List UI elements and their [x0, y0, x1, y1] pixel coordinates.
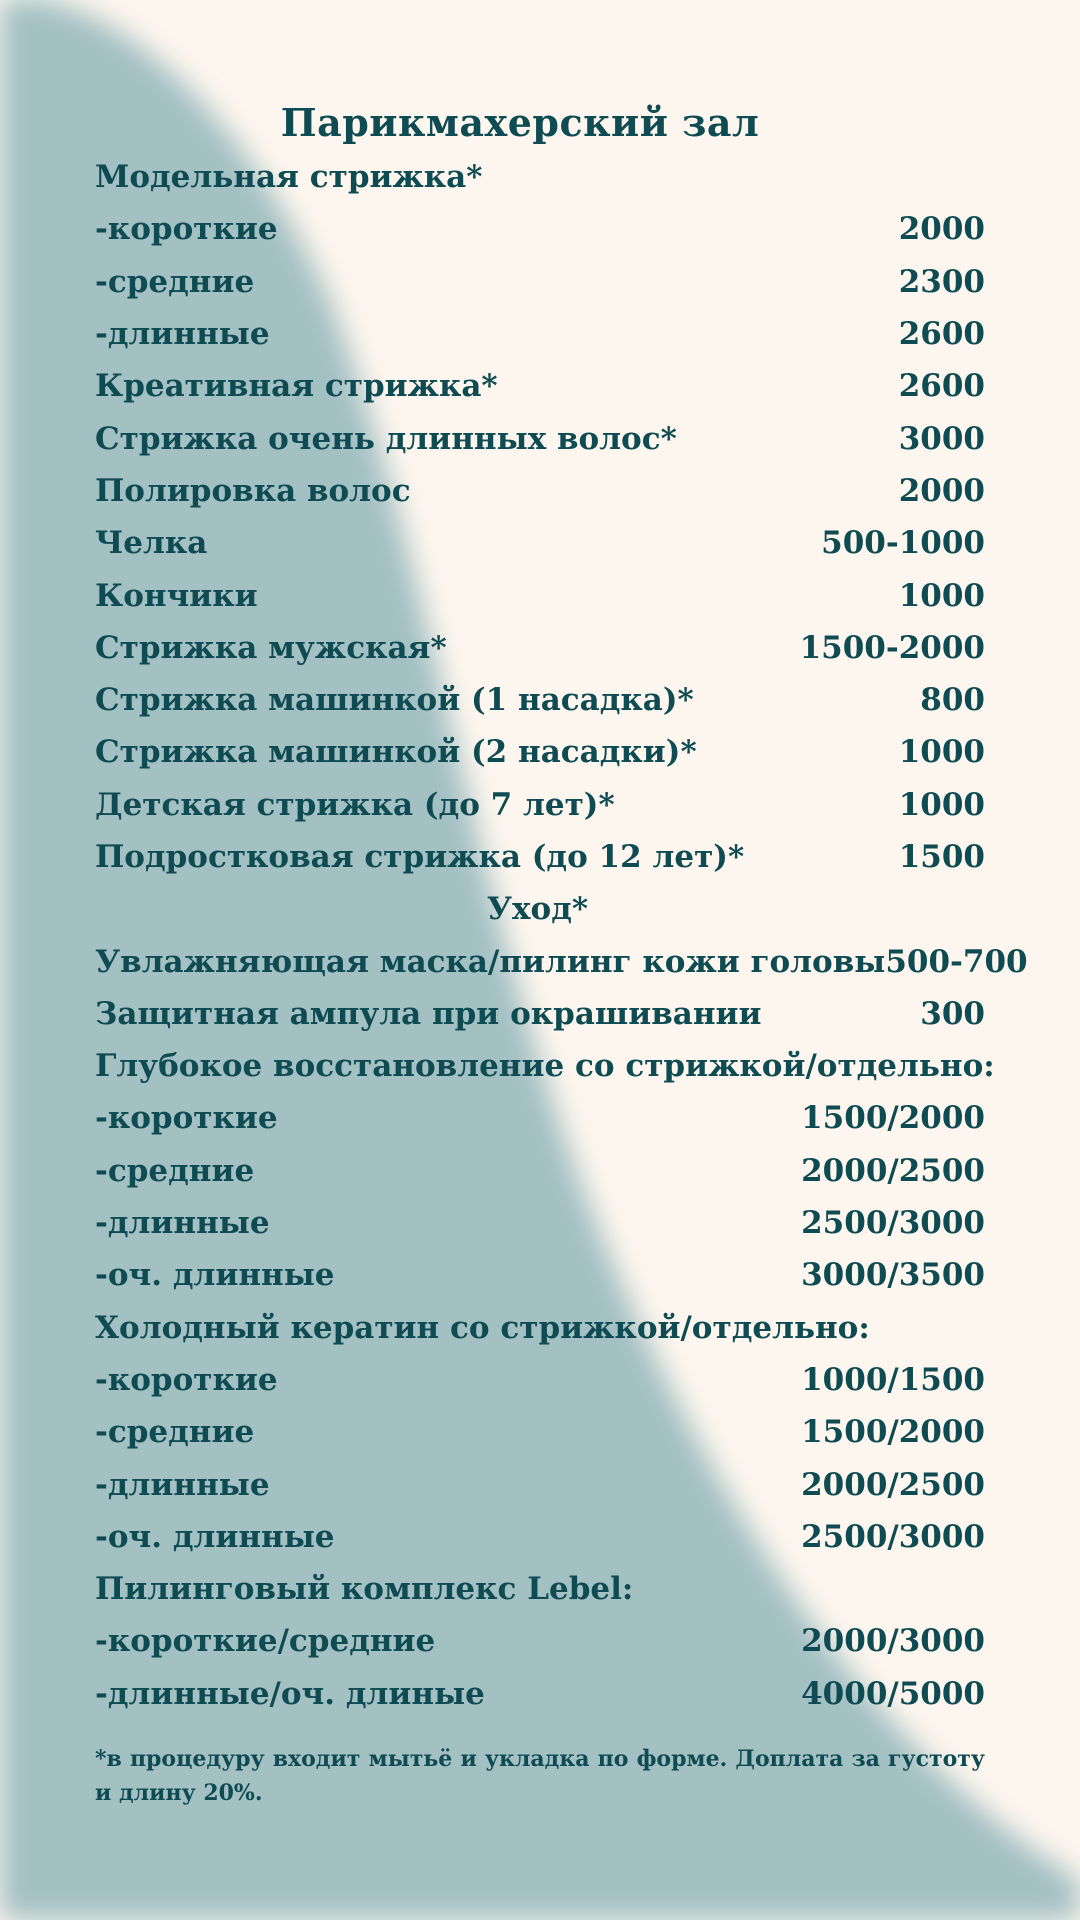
page-title: Парикмахерский зал [280, 100, 760, 145]
service-label: Детская стрижка (до 7 лет)* [95, 786, 615, 823]
service-label: Подростковая стрижка (до 12 лет)* [95, 839, 745, 875]
footnote: *в процедуру входит мытьё и укладка по форме. Доплата за густоту и длину 20%. [95, 1745, 985, 1806]
service-price: 1500 [898, 839, 985, 875]
price-row [95, 1092, 985, 1144]
service-label: Полировка волос [95, 472, 411, 509]
service-label: Кончики [95, 577, 258, 614]
service-price: 1000/1500 [801, 1361, 985, 1398]
service-price: 1500/2000 [801, 1414, 985, 1451]
service-label: Креативная стрижка* [95, 368, 498, 405]
service-price: 3000/3500 [801, 1257, 985, 1294]
price-row [95, 831, 985, 883]
service-price: 300 [920, 995, 985, 1032]
price-row [95, 1145, 985, 1197]
price-row [95, 1406, 985, 1458]
service-price: 2000 [898, 211, 985, 248]
service-price: 2000/3000 [801, 1623, 985, 1660]
price-row [95, 360, 985, 412]
price-row [95, 308, 985, 360]
price-row [95, 1458, 985, 1510]
service-label: Модельная стрижка* [95, 159, 483, 196]
service-price: 2000 [898, 472, 985, 509]
price-list [95, 95, 1028, 1810]
service-label: Стрижка очень длинных волос* [95, 420, 677, 457]
service-price: 1000 [898, 734, 985, 771]
service-label: Защитная ампула при окрашивании [95, 995, 762, 1032]
service-price: 2000/2500 [801, 1466, 985, 1503]
price-row [95, 779, 985, 831]
price-row [95, 1040, 995, 1092]
service-price: 3000 [898, 420, 985, 457]
price-row [95, 412, 985, 464]
price-row [95, 1511, 985, 1563]
service-price: 1500-2000 [799, 629, 985, 666]
service-price: 4000/5000 [801, 1675, 985, 1712]
price-row [95, 1249, 985, 1301]
service-label: Стрижка машинкой (2 насадки)* [95, 734, 697, 771]
service-price: 500-1000 [821, 525, 985, 562]
service-label: -оч. длинные [95, 1518, 335, 1555]
price-row [95, 1354, 985, 1406]
service-label: -оч. длинные [95, 1257, 335, 1294]
price-row [95, 151, 985, 203]
price-row [95, 1197, 985, 1249]
service-price: 2300 [898, 263, 985, 300]
price-row [95, 988, 985, 1040]
service-label: -длинные [95, 1466, 270, 1503]
price-row [95, 1615, 985, 1667]
service-label: Глубокое восстановление со стрижкой/отдельно: [95, 1048, 995, 1085]
service-price: 2000/2500 [801, 1152, 985, 1189]
service-price: 2600 [898, 316, 985, 353]
service-label: -короткие [95, 1361, 278, 1398]
service-label: -средние [95, 1414, 255, 1451]
price-row [95, 569, 985, 621]
service-label: -короткие [95, 1100, 278, 1137]
service-label: Челка [95, 525, 208, 562]
service-label: -длинные [95, 1205, 270, 1242]
price-row [95, 1668, 985, 1720]
price-row [95, 726, 985, 778]
price-row [95, 203, 985, 255]
price-row [95, 465, 985, 517]
service-price: 1000 [898, 577, 985, 614]
service-label: Увлажняющая маска/пилинг кожи головы [95, 943, 886, 980]
price-row [95, 935, 1028, 987]
service-label: Пилинговый комплекс Lebel: [95, 1571, 634, 1608]
service-price: 2500/3000 [801, 1205, 985, 1242]
price-row [95, 622, 985, 674]
service-price: 2600 [898, 368, 985, 405]
service-label: -средние [95, 1152, 255, 1189]
price-row [95, 517, 985, 569]
service-label: Холодный кератин со стрижкой/отдельно: [95, 1309, 870, 1346]
care-heading: Уход* [486, 891, 589, 928]
price-row [95, 674, 985, 726]
service-price: 800 [920, 682, 985, 719]
service-label: -длинные [95, 316, 270, 353]
service-price: 500-700 [885, 943, 1028, 980]
service-label: -короткие/средние [95, 1623, 436, 1660]
service-price: 1000 [898, 786, 985, 823]
haircut-list [95, 151, 985, 883]
service-price: 1500/2000 [801, 1100, 985, 1137]
service-label: -короткие [95, 211, 278, 248]
care-list [95, 935, 1028, 1719]
service-price: 2500/3000 [801, 1518, 985, 1555]
service-label: -средние [95, 263, 255, 300]
service-label: -длинные/оч. длиные [95, 1675, 485, 1712]
price-row [95, 256, 985, 308]
price-row [95, 1302, 985, 1354]
price-row [95, 1563, 985, 1615]
service-label: Стрижка мужская* [95, 629, 447, 666]
service-label: Стрижка машинкой (1 насадка)* [95, 682, 694, 719]
